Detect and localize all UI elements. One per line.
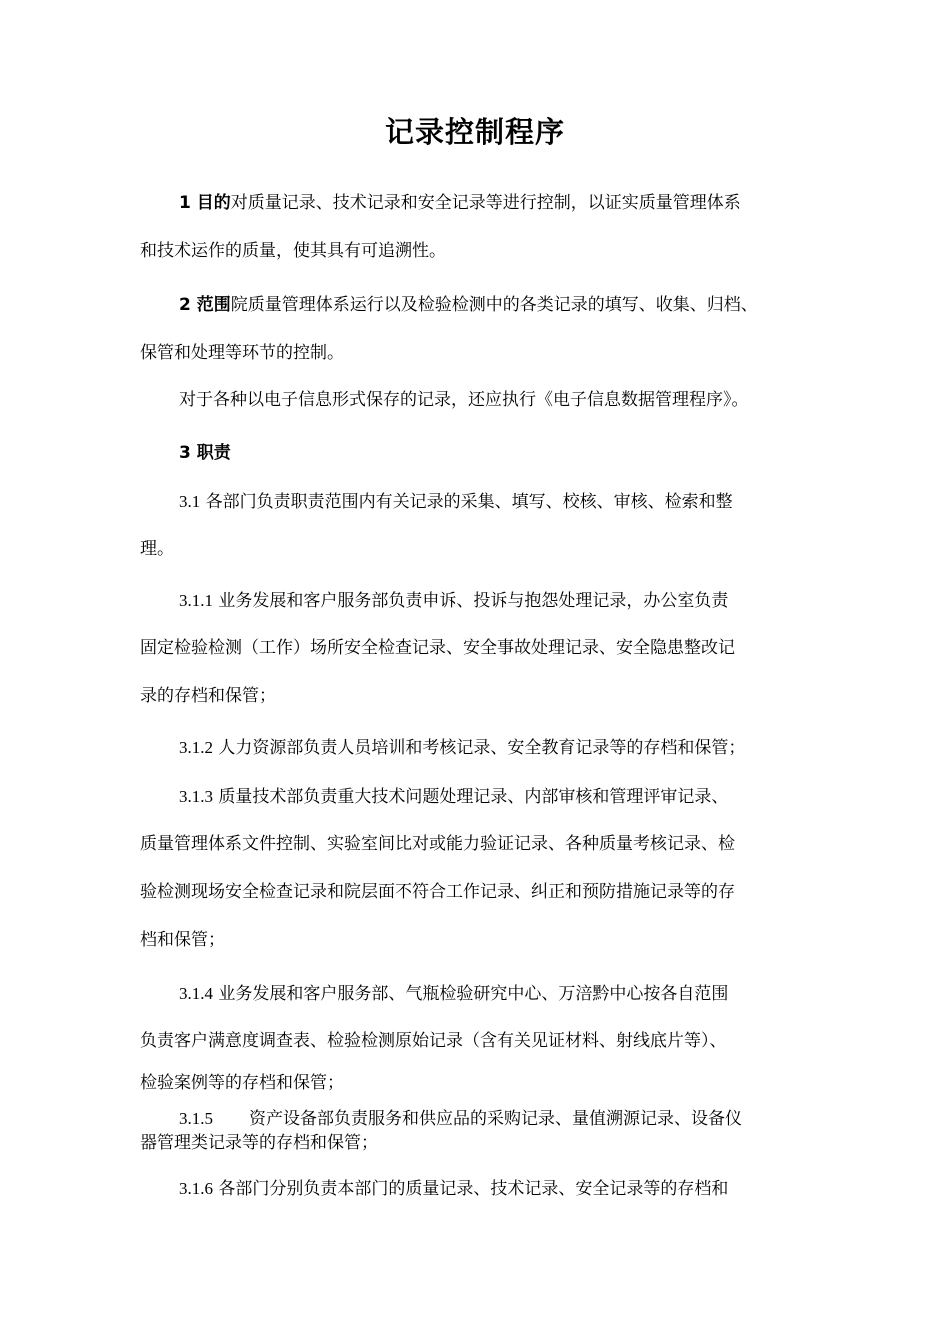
para-3-1-1-line-2: 固定检验检测（工作）场所安全检查记录、安全事故处理记录、安全隐患整改记 <box>140 638 735 658</box>
para-3-1-2-text-1: 人力资源部负责人员培训和考核记录、安全教育记录等的存档和保管； <box>213 738 746 758</box>
para-3-1-5-line-2: 器管理类记录等的存档和保管； <box>140 1133 378 1153</box>
para-3-1-text-1: 各部门负责职责范围内有关记录的采集、填写、校核、审核、检索和整 <box>200 492 733 512</box>
para-3-1-3-line-2: 质量管理体系文件控制、实验室间比对或能力验证记录、各种质量考核记录、检 <box>140 834 735 854</box>
section-2-line-1 <box>179 293 830 317</box>
para-3-1-3-text-1: 质量技术部负责重大技术问题处理记录、内部审核和管理评审记录、 <box>213 787 729 807</box>
para-3-1-1-line-1 <box>179 589 830 613</box>
para-3-1-6-number: 3.1.6 <box>179 1179 213 1198</box>
para-3-1-3-number: 3.1.3 <box>179 787 213 806</box>
section-2-text-1: 院质量管理体系运行以及检验检测中的各类记录的填写、收集、归档、 <box>230 295 758 315</box>
para-3-1-line-2: 理。 <box>140 539 174 559</box>
page-title: 记录控制程序 <box>384 115 565 149</box>
section-1-text-1: 对质量记录、技术记录和安全记录等进行控制，以证实质量管理体系 <box>230 193 741 213</box>
para-3-1-3-line-1 <box>179 785 830 809</box>
section-2-extra: 对于各种以电子信息形式保存的记录，还应执行《电子信息数据管理程序》。 <box>179 390 749 410</box>
section-2-line-2: 保管和处理等环节的控制。 <box>140 343 344 363</box>
section-3-heading: 3 职责 <box>179 443 231 463</box>
para-3-1-6-line-1 <box>179 1177 830 1201</box>
para-3-1-4-number: 3.1.4 <box>179 984 213 1003</box>
para-3-1-2-line-1 <box>179 736 830 760</box>
para-3-1-1-line-3: 录的存档和保管； <box>140 686 276 706</box>
para-3-1-4-text-1: 业务发展和客户服务部、气瓶检验研究中心、万涪黔中心按各自范围 <box>213 984 729 1004</box>
para-3-1-5-text-1: 资产设备部负责服务和供应品的采购记录、量值溯源记录、设备仪 <box>249 1109 742 1129</box>
para-3-1-4-line-2: 负责客户满意度调查表、检验检测原始记录（含有关见证材料、射线底片等）、 <box>140 1031 727 1051</box>
para-3-1-2-number: 3.1.2 <box>179 738 213 757</box>
section-1-line-1 <box>179 191 830 215</box>
para-3-1-1-number: 3.1.1 <box>179 591 213 610</box>
para-3-1-5-line-1 <box>179 1107 830 1131</box>
para-3-1-4-line-3: 检验案例等的存档和保管； <box>140 1073 344 1093</box>
para-3-1-number: 3.1 <box>179 492 201 511</box>
para-3-1-1-text-1: 业务发展和客户服务部负责申诉、投诉与抱怨处理记录，办公室负责 <box>213 591 729 611</box>
para-3-1-4-line-1 <box>179 982 830 1006</box>
para-3-1-3-line-4: 档和保管； <box>140 930 225 950</box>
section-1-line-2: 和技术运作的质量，使其具有可追溯性。 <box>140 241 446 261</box>
para-3-1-5-number: 3.1.5 <box>179 1109 213 1128</box>
para-3-1-3-line-3: 验检测现场安全检查记录和院层面不符合工作记录、纠正和预防措施记录等的存 <box>140 882 735 902</box>
section-2-heading: 2 范围 <box>179 295 231 315</box>
para-3-1-line-1 <box>179 490 830 514</box>
section-1-heading: 1 目的 <box>179 193 231 213</box>
para-3-1-6-text-1: 各部门分别负责本部门的质量记录、技术记录、安全记录等的存档和 <box>213 1179 729 1199</box>
